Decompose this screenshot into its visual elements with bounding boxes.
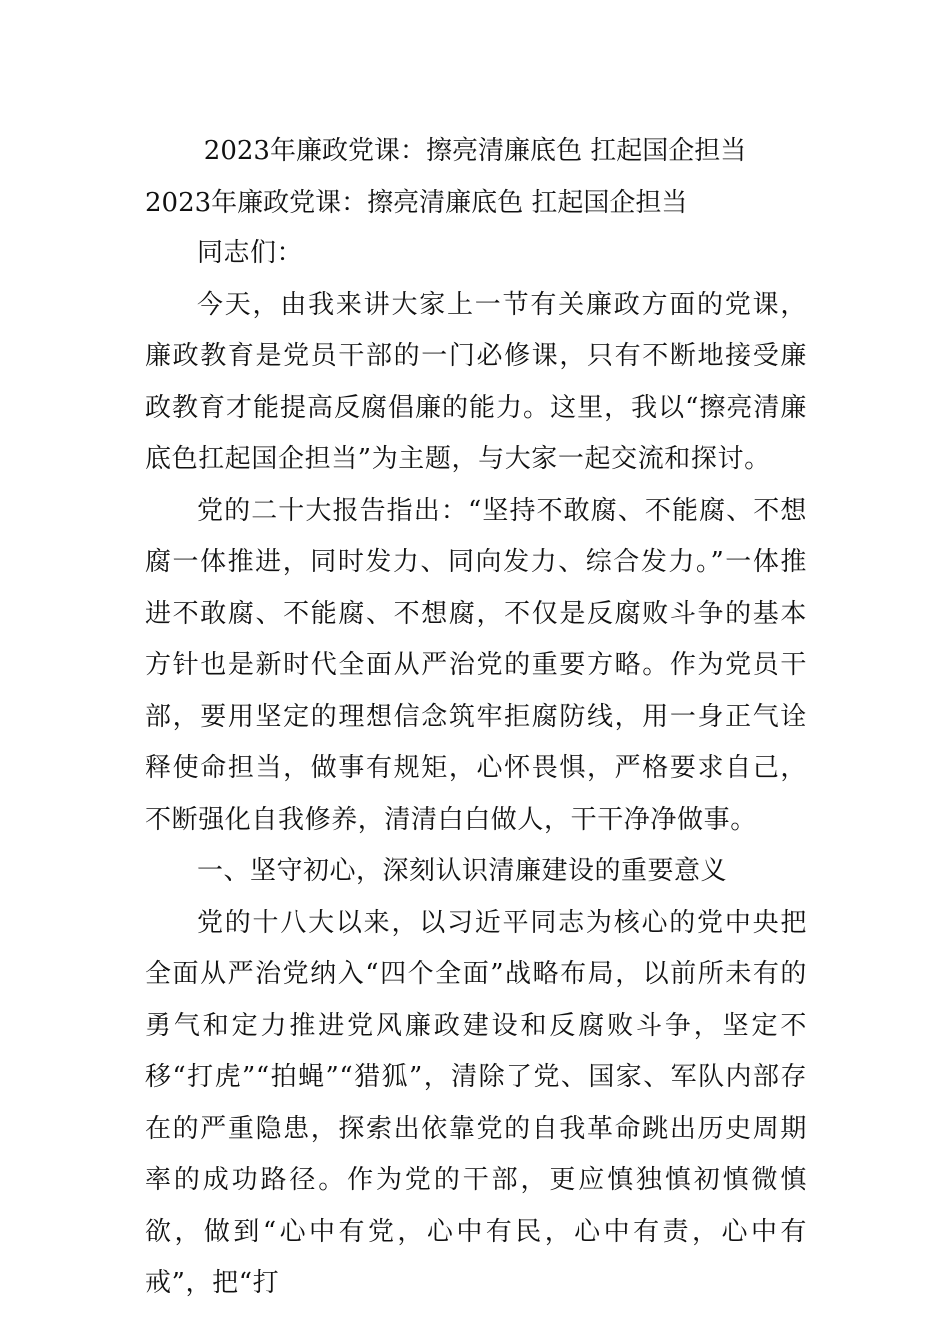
- document-title-centered: 2023年廉政党课：擦亮清廉底色 扛起国企担当: [203, 136, 747, 166]
- document-title-repeated: 2023年廉政党课：擦亮清廉底色 扛起国企担当: [145, 188, 688, 218]
- salutation-paragraph: 同志们：: [197, 238, 304, 268]
- intro-paragraph: 今天，由我来讲大家上一节有关廉政方面的党课，廉政教育是党员干部的一门必修课，只有不断地接受廉政教育才能提高反腐倡廉的能力。这里，我以“擦亮清廉底色扛起国企担当”为主题，与大家一起交流和探讨。: [145, 289, 807, 474]
- section-heading-1: 一、坚守初心，深刻认识清廉建设的重要意义: [197, 856, 728, 886]
- report-quote-paragraph: 党的二十大报告指出：“坚持不敢腐、不能腐、不想腐一体推进，同时发力、同向发力、综合发力。”一体推进不敢腐、不能腐、不想腐，不仅是反腐败斗争的基本方针也是新时代全面从严治党的重要方略。作为党员干部，要用坚定的理想信念筑牢拒腐防线，用一身正气诠释使命担当，做事有规矩，心怀畏惧，严格要求自己，不断强化自我修养，清清白白做人，干干净净做事。: [145, 495, 807, 835]
- section-1-paragraph: 党的十八大以来，以习近平同志为核心的党中央把全面从严治党纳入“四个全面”战略布局，以前所未有的勇气和定力推进党风廉政建设和反腐败斗争，坚定不移“打虎”“拍蝇”“猎狐”，清除了党、国家、军队内部存在的严重隐患，探索出依靠党的自我革命跳出历史周期率的成功路径。作为党的干部，更应慎独慎初慎微慎欲，做到“心中有党，心中有民，心中有责，心中有戒”，把“打: [145, 907, 807, 1298]
- document-body: [145, 228, 807, 1310]
